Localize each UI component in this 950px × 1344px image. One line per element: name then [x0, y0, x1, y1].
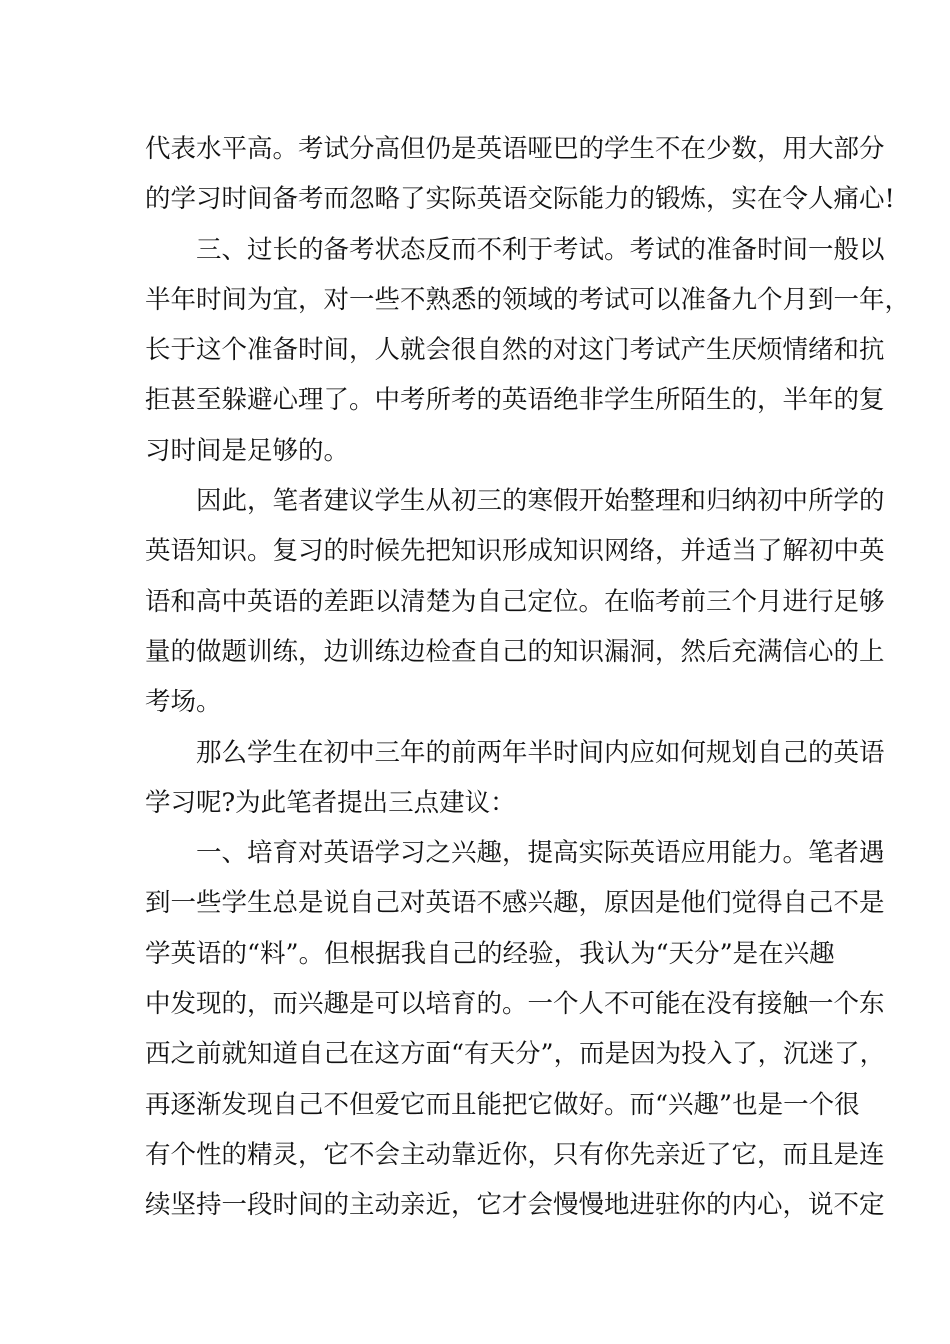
text-line: 习时间是足够的。: [145, 435, 350, 466]
text-line: 考场。: [145, 687, 222, 718]
text-line: 学习呢?为此笔者提出三点建议：: [145, 787, 516, 818]
text-line: 长于这个准备时间，人就会很自然的对这门考试产生厌烦情绪和抗: [145, 335, 885, 366]
text-line: 英语知识。复习的时候先把知识形成知识网络，并适当了解初中英: [145, 536, 885, 567]
text-line: 拒甚至躲避心理了。中考所考的英语绝非学生所陌生的，半年的复: [145, 385, 885, 416]
text-line: 因此，笔者建议学生从初三的寒假开始整理和归纳初中所学的: [196, 486, 885, 517]
text-line: 半年时间为宜，对一些不熟悉的领域的考试可以准备九个月到一年，: [145, 284, 911, 315]
text-line: 代表水平高。考试分高但仍是英语哑巴的学生不在少数，用大部分: [145, 134, 885, 164]
text-line: 的学习时间备考而忽略了实际英语交际能力的锻炼，实在令人痛心!: [145, 184, 895, 215]
text-line: 量的做题训练，边训练边检查自己的知识漏洞，然后充满信心的上: [145, 636, 885, 667]
text-line: 学英语的“料”。但根据我自己的经验，我认为“天分”是在兴趣: [145, 938, 835, 969]
text-line: 西之前就知道自己在这方面“有天分”，而是因为投入了，沉迷了，: [145, 1039, 886, 1070]
text-line: 有个性的精灵，它不会主动靠近你，只有你先亲近了它，而且是连: [145, 1139, 885, 1170]
text-line: 续坚持一段时间的主动亲近，它才会慢慢地进驻你的内心，说不定: [145, 1190, 885, 1221]
text-line: 那么学生在初中三年的前两年半时间内应如何规划自己的英语: [196, 737, 885, 768]
text-line: 中发现的，而兴趣是可以培育的。一个人不可能在没有接触一个东: [145, 989, 885, 1020]
text-line: 到一些学生总是说自己对英语不感兴趣，原因是他们觉得自己不是: [145, 888, 885, 919]
text-line: 语和高中英语的差距以清楚为自己定位。在临考前三个月进行足够: [145, 586, 885, 617]
text-line: 再逐渐发现自己不但爱它而且能把它做好。而“兴趣”也是一个很: [145, 1089, 860, 1120]
text-line: 一、培育对英语学习之兴趣，提高实际英语应用能力。笔者遇: [196, 838, 885, 869]
text-line: 三、过长的备考状态反而不利于考试。考试的准备时间一般以: [196, 234, 885, 265]
body-text: [145, 124, 911, 1231]
